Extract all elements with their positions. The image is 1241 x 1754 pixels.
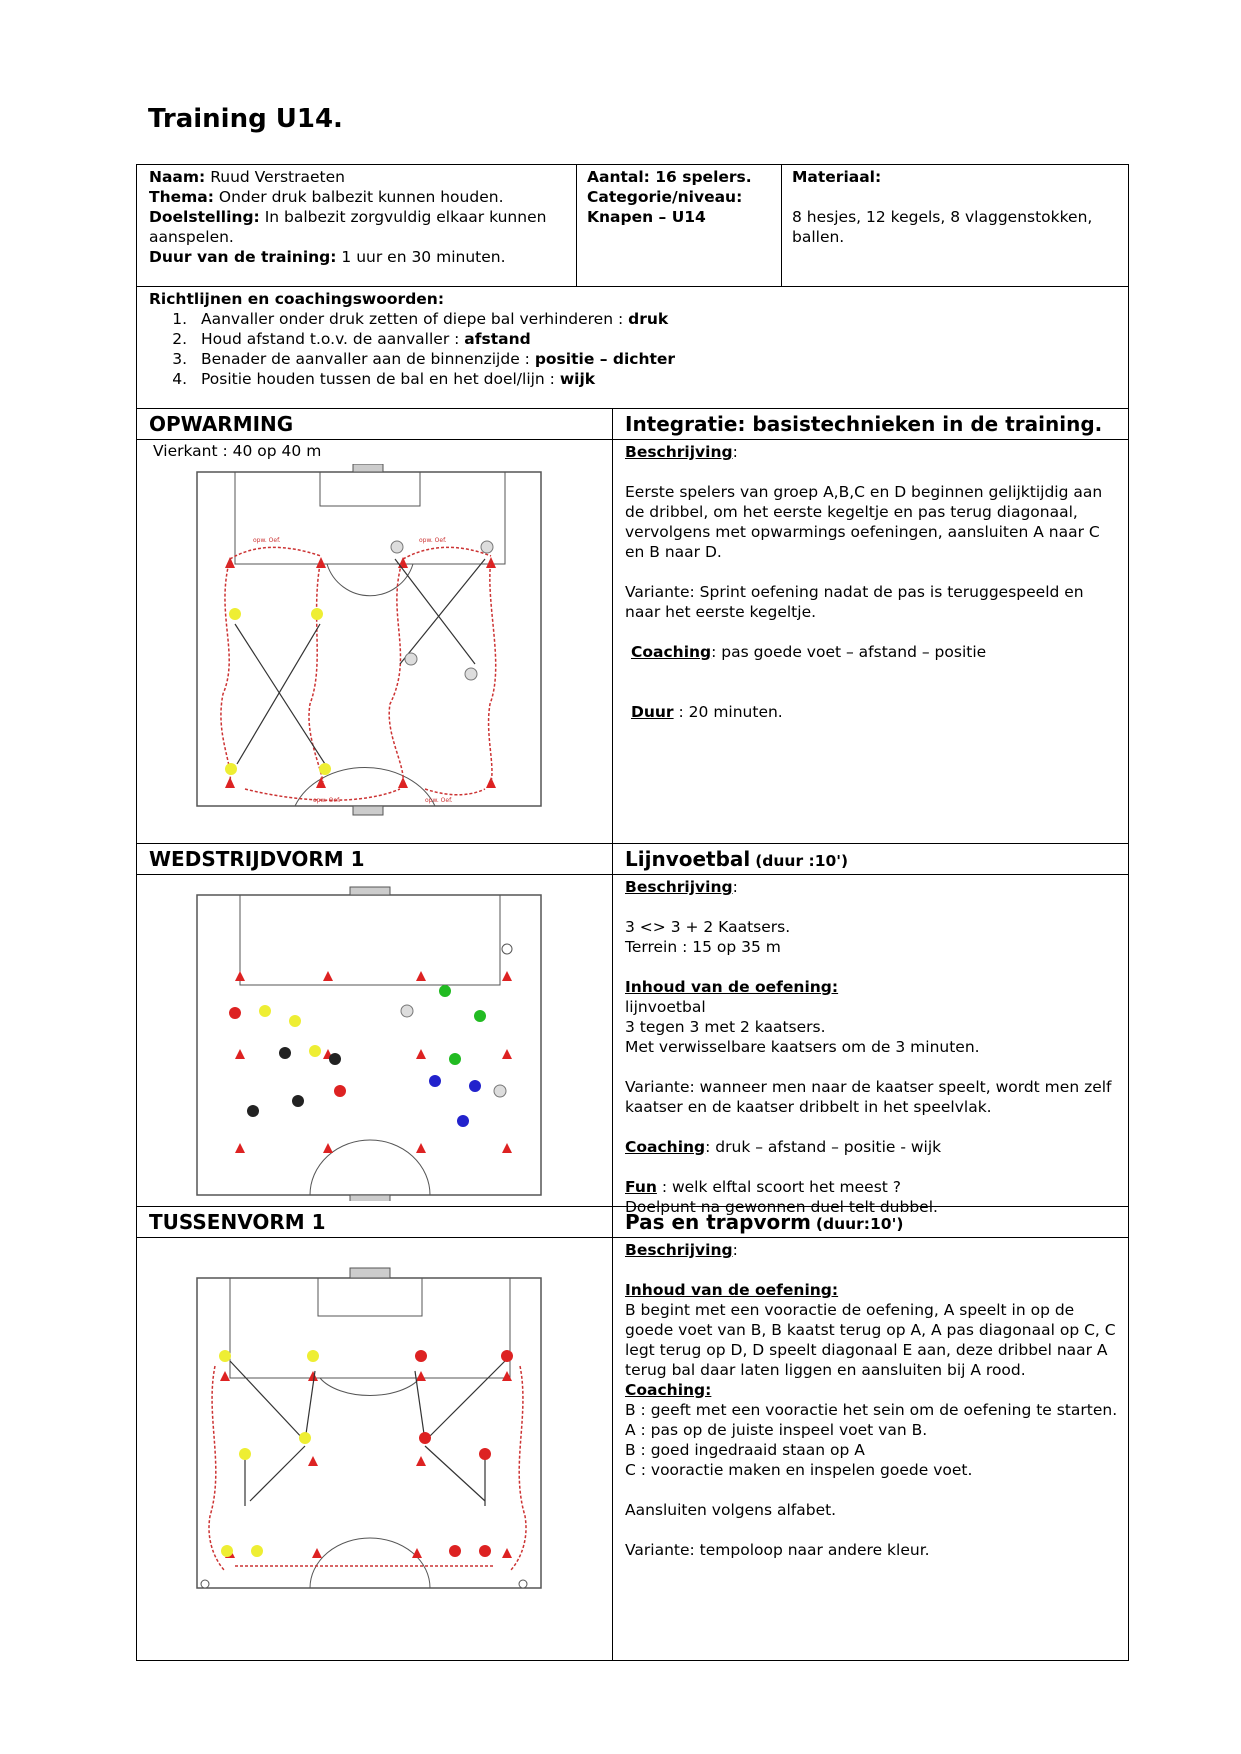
wedstrijd-i2: 3 tegen 3 met 2 kaatsers. <box>625 1018 826 1036</box>
wedstrijd-i1: lijnvoetbal <box>625 998 706 1016</box>
wedstrijd-duur: (duur :10') <box>755 852 849 870</box>
doel-label: Doelstelling: <box>149 208 260 226</box>
tussen-header-right <box>612 1206 1129 1238</box>
categorie-label: Categorie/niveau: <box>587 188 743 206</box>
wedstrijd-diagram-cell <box>136 874 613 1207</box>
beschrijving-label: Beschrijving <box>625 1241 733 1259</box>
beschrijving-label: Beschrijving <box>625 878 733 896</box>
tussen-subtitle: Pas en trapvorm <box>625 1210 811 1234</box>
tussen-aansluiten: Aansluiten volgens alfabet. <box>625 1501 837 1519</box>
wedstrijd-title: WEDSTRIJDVORM 1 <box>149 847 365 871</box>
guideline-item: 2. Houd afstand t.o.v. de aanvaller : afstand <box>172 330 531 348</box>
tussen-c2: A : pas op de juiste inspeel voet van B. <box>625 1421 928 1439</box>
coaching-value: : pas goede voet – afstand – positie <box>711 643 987 661</box>
tussen-inhoud: B begint met een vooractie de oefening, A speelt in op de goede voet van B, B kaatst terug op A, A pas diagonaal op C, C legt terug op D, D speelt diagonaal E aan, deze dribbel naar A terug bal daar laten liggen en aansluiten bij A rood. <box>625 1301 1116 1379</box>
opwarming-title: OPWARMING <box>149 412 294 436</box>
aantal-value: Aantal: 16 spelers. <box>587 168 752 186</box>
naam-label: Naam: <box>149 168 206 186</box>
fun-value-2: Doelpunt na gewonnen duel telt dubbel. <box>625 1198 938 1216</box>
guidelines-heading: Richtlijnen en coachingswoorden: <box>149 290 445 308</box>
diagram-label: opw. Oef. <box>419 537 447 544</box>
naam-value: Ruud Verstraeten <box>210 168 345 186</box>
opwarming-p1: Eerste spelers van groep A,B,C en D beginnen gelijktijdig aan de dribbel, om het eerste kegeltje en pas terug diagonaal, vervolgens met opwarmings oefeningen, aansluiten A naar C en B naar D. <box>625 483 1103 561</box>
coaching-value: : druk – afstand – positie - wijk <box>705 1138 942 1156</box>
wedstrijd-text-cell: Beschrijving: 3 <> 3 + 2 Kaatsers. Terrein : 15 op 35 m Inhoud van de oefening: lijnvoetbal 3 tegen 3 met 2 kaatsers. Met verwisselbare kaatsers om de 3 minuten. Variante: wanneer men naar de kaatser speelt, wordt men zelf kaatser en de kaatser dribbelt in het speelvlak. Coaching: druk – afstand – positie - wijk Fun : welk elftal scoort het meest ? Doelpunt na gewonnen duel telt dubbel. <box>612 874 1129 1207</box>
tussen-c1: B : geeft met een vooractie het sein om de oefening te starten. <box>625 1401 1118 1419</box>
guideline-item: 1. Aanvaller onder druk zetten of diepe bal verhinderen : druk <box>172 310 669 328</box>
fun-label: Fun <box>625 1178 657 1196</box>
duur-label: Duur van de training: <box>149 248 337 266</box>
opwarming-subtitle: Integratie: basistechnieken in de training. <box>625 412 1103 436</box>
coaching-label: Coaching: <box>625 1381 712 1399</box>
tussen-header-left <box>136 1206 613 1238</box>
diagram-label: opw. Oef. <box>253 537 281 544</box>
niveau-value: Knapen – U14 <box>587 208 706 226</box>
tussen-duur: (duur:10') <box>815 1215 904 1233</box>
guideline-item: 3. Benader de aanvaller aan de binnenzijde : positie – dichter <box>172 350 676 368</box>
wedstrijd-header-left <box>136 843 613 875</box>
duur-value: 1 uur en 30 minuten. <box>341 248 506 266</box>
header-aantal-cell <box>576 164 782 287</box>
tussen-c3: B : goed ingedraaid staan op A <box>625 1441 865 1459</box>
tussen-text-cell: Beschrijving: Inhoud van de oefening: B begint met een vooractie de oefening, A speelt in op de goede voet van B, B kaatst terug op A, A pas diagonaal op C, C legt terug op D, D speelt diagonaal E aan, deze dribbel naar A terug bal daar laten liggen en aansluiten bij A rood. Coaching: B : geeft met een vooractie het sein om de oefening te starten. A : pas op de juiste inspeel voet van B. B : goed ingedraaid staan op A C : vooractie maken en inspelen goede voet. Aansluiten volgens alfabet. Variante: tempoloop naar andere kleur. <box>612 1237 1129 1661</box>
wedstrijd-i3: Met verwisselbare kaatsers om de 3 minuten. <box>625 1038 980 1056</box>
beschrijving-label: Beschrijving <box>625 443 733 461</box>
materiaal-value: 8 hesjes, 12 kegels, 8 vlaggenstokken, ballen. <box>792 208 1093 246</box>
field-caption: Vierkant : 40 op 40 m <box>153 442 322 460</box>
fun-value: : welk elftal scoort het meest ? <box>656 1178 902 1196</box>
header-info-cell <box>136 164 577 287</box>
opwarming-field-diagram <box>185 464 545 834</box>
page-title: Training U14. <box>148 104 343 134</box>
tussen-field-diagram <box>185 1266 545 1596</box>
opwarming-text-cell: Beschrijving: Eerste spelers van groep A,B,C en D beginnen gelijktijdig aan de dribbel, om het eerste kegeltje en pas terug diagonaal, vervolgens met opwarmings oefeningen, aansluiten A naar C en B naar D. Variante: Sprint oefening nadat de pas is teruggespeeld en naar het eerste kegeltje. Coaching: pas goede voet – afstand – positie Duur : 20 minuten. <box>612 439 1129 844</box>
wedstrijd-variante: Variante: wanneer men naar de kaatser speelt, wordt men zelf kaatser en de kaatser dribbelt in het speelvlak. <box>625 1078 1112 1116</box>
opwarming-header-left <box>136 408 613 440</box>
tussen-c4: C : vooractie maken en inspelen goede voet. <box>625 1461 973 1479</box>
guidelines-cell <box>136 286 1129 409</box>
coaching-label: Coaching <box>625 1138 706 1156</box>
inhoud-label: Inhoud van de oefening: <box>625 978 839 996</box>
diagram-label: opw. Oef. <box>425 797 453 804</box>
opwarming-diagram-cell <box>136 439 613 844</box>
duur-value: : 20 minuten. <box>673 703 783 721</box>
wedstrijd-header-right <box>612 843 1129 875</box>
opwarming-p2: Variante: Sprint oefening nadat de pas is teruggespeeld en naar het eerste kegeltje. <box>625 583 1084 621</box>
thema-value: Onder druk balbezit kunnen houden. <box>218 188 504 206</box>
materiaal-label: Materiaal: <box>792 168 882 186</box>
inhoud-label: Inhoud van de oefening: <box>625 1281 839 1299</box>
doel-value: In balbezit zorgvuldig elkaar kunnen aanspelen. <box>149 208 547 246</box>
wedstrijd-field-diagram <box>185 881 545 1201</box>
duur-label: Duur <box>631 703 674 721</box>
thema-label: Thema: <box>149 188 214 206</box>
opwarming-header-right <box>612 408 1129 440</box>
wedstrijd-subtitle: Lijnvoetbal <box>625 847 751 871</box>
tussen-title: TUSSENVORM 1 <box>149 1210 326 1234</box>
tussen-diagram-cell <box>136 1237 613 1661</box>
wedstrijd-l1: 3 <> 3 + 2 Kaatsers. <box>625 918 791 936</box>
diagram-label: opw. Oef. <box>313 797 341 804</box>
tussen-variante: Variante: tempoloop naar andere kleur. <box>625 1541 930 1559</box>
coaching-label: Coaching <box>631 643 712 661</box>
wedstrijd-l2: Terrein : 15 op 35 m <box>625 938 781 956</box>
header-materiaal-cell <box>781 164 1129 287</box>
guidelines-list <box>149 309 675 389</box>
guideline-item: 4. Positie houden tussen de bal en het doel/lijn : wijk <box>172 370 596 388</box>
